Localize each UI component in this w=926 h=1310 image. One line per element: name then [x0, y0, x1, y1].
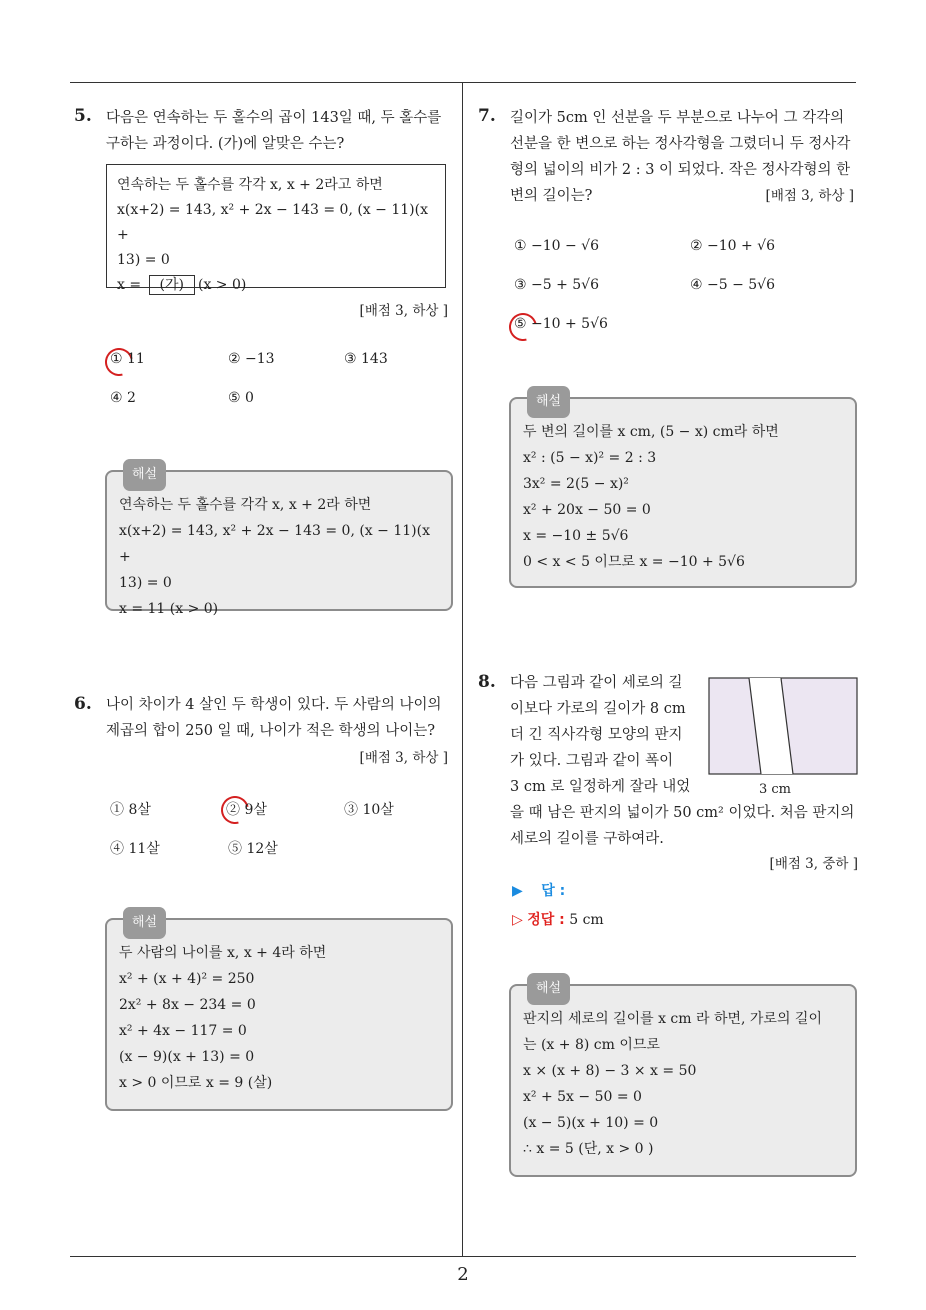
solution-line: x² + 20x − 50 = 0	[523, 502, 651, 518]
solution-line: (x − 5)(x + 10) = 0	[523, 1115, 659, 1131]
play-icon: ▶	[512, 883, 523, 899]
solution-line: ∴ x = 5 (단, x > 0 )	[523, 1141, 654, 1157]
q7-text: 길이가 5cm 인 선분을 두 부분으로 나누어 그 각각의 선분을 한 변으로 하는 정사각형을 그렸더니 두 정사각형의 넓이의 비가 2 : 3 이 되었다. 작은 정사각형의 한 변의 길이는?	[510, 110, 851, 204]
q7-choice-5[interactable]: ⑤ −10 + 5√6	[514, 316, 608, 332]
q6-solution-box	[105, 915, 453, 1111]
q8-text-line: 다음 그림과 같이 세로의 길	[510, 675, 683, 691]
q5-choice-4[interactable]: ④ 2	[110, 390, 136, 406]
q6-choice-2[interactable]: ② 9살	[226, 802, 267, 818]
solution-tag: 해설	[527, 386, 570, 418]
solution-line: x(x+2) = 143, x² + 2x − 143 = 0, (x − 11)(x +	[119, 523, 430, 565]
solution-tag: 해설	[123, 907, 166, 939]
q5-number: 5.	[74, 106, 92, 126]
q8-text-line: 3 cm 로 일정하게 잘라 내었	[510, 779, 691, 795]
q6-meta: [배점 3, 하상 ]	[359, 750, 448, 766]
outline-play-icon: ▷	[512, 912, 523, 928]
solution-line: x = 11 (x > 0)	[119, 601, 219, 617]
q5-solution-box	[105, 467, 453, 617]
q5-box-line: 13) = 0	[117, 252, 170, 268]
solution-tag: 해설	[527, 973, 570, 1005]
q7-choice-2[interactable]: ② −10 + √6	[690, 238, 776, 254]
q5-box-line: 연속하는 두 홀수를 각각 x, x + 2라고 하면	[117, 177, 383, 193]
q6-text: 나이 차이가 4 살인 두 학생이 있다. 두 사람의 나이의 제곱의 합이 250 일 때, 나이가 적은 학생의 나이는?	[106, 697, 442, 739]
solution-line: x² + 5x − 50 = 0	[523, 1089, 642, 1105]
solution-line: x² + (x + 4)² = 250	[119, 971, 255, 987]
solution-line: x > 0 이므로 x = 9 (살)	[119, 1075, 273, 1091]
q5-process-box	[106, 164, 446, 293]
solution-line: 두 변의 길이를 x cm, (5 − x) cm라 하면	[523, 424, 779, 440]
solution-line: 는 (x + 8) cm 이므로	[523, 1037, 660, 1053]
q8-number: 8.	[478, 672, 496, 692]
q6-number: 6.	[74, 694, 92, 714]
solution-line: x × (x + 8) − 3 × x = 50	[523, 1063, 697, 1079]
top-rule	[70, 82, 856, 83]
q7-number: 7.	[478, 106, 496, 126]
page-number: 2	[457, 1264, 469, 1285]
q6-choice-5[interactable]: ⑤ 12살	[228, 841, 278, 857]
q7-solution-box	[509, 394, 857, 588]
q8-correct-row	[512, 909, 604, 929]
q5-gap-box: (가)	[149, 275, 195, 295]
q5-meta: [배점 3, 하상 ]	[359, 303, 448, 319]
q8-text	[510, 670, 706, 800]
q8-meta: [배점 3, 중하 ]	[769, 856, 858, 872]
solution-tag: 해설	[123, 459, 166, 491]
q5-choice-3[interactable]: ③ 143	[344, 351, 388, 367]
solution-line: 판지의 세로의 길이를 x cm 라 하면, 가로의 길이	[523, 1011, 822, 1027]
q6-choice-4[interactable]: ④ 11살	[110, 841, 160, 857]
column-divider	[462, 82, 463, 1256]
solution-line: 2x² + 8x − 234 = 0	[119, 997, 256, 1013]
answer-label: 답 :	[541, 883, 566, 899]
q6-choice-1[interactable]: ① 8살	[110, 802, 151, 818]
correct-value: 5 cm	[569, 912, 604, 928]
q5-choice-2[interactable]: ② −13	[228, 351, 275, 367]
solution-line: x = −10 ± 5√6	[523, 528, 629, 544]
solution-line: x² : (5 − x)² = 2 : 3	[523, 450, 657, 466]
q8-text-rest: 을 때 남은 판지의 넓이가 50 cm² 이었다. 처음 판지의 세로의 길이를 구하여라.	[510, 805, 855, 847]
solution-line: 0 < x < 5 이므로 x = −10 + 5√6	[523, 554, 745, 570]
q5-choice-5[interactable]: ⑤ 0	[228, 390, 254, 406]
q7-choice-1[interactable]: ① −10 − √6	[514, 238, 600, 254]
solution-line: 연속하는 두 홀수를 각각 x, x + 2라 하면	[119, 497, 372, 513]
q8-answer-row	[512, 880, 565, 900]
q5-box-line: x = (가) (x > 0)	[117, 277, 247, 293]
q7-choice-4[interactable]: ④ −5 − 5√6	[690, 277, 776, 293]
solution-line: 13) = 0	[119, 575, 172, 591]
solution-line: 3x² = 2(5 − x)²	[523, 476, 629, 492]
q8-text-line: 이보다 가로의 길이가 8 cm	[510, 701, 686, 717]
q8-text-line: 가 있다. 그림과 같이 폭이	[510, 753, 674, 769]
q5-text: 다음은 연속하는 두 홀수의 곱이 143일 때, 두 홀수를 구하는 과정이다. (가)에 알맞은 수는?	[106, 110, 442, 152]
bottom-rule	[70, 1256, 856, 1257]
solution-line: x² + 4x − 117 = 0	[119, 1023, 247, 1039]
q5-box-line: x(x+2) = 143, x² + 2x − 143 = 0, (x − 11)(x +	[117, 202, 428, 243]
strip-width-label: 3 cm	[759, 782, 792, 797]
q5-choice-1[interactable]: ① 11	[110, 351, 145, 367]
solution-line: 두 사람의 나이를 x, x + 4라 하면	[119, 945, 327, 961]
q8-cardboard-figure	[708, 676, 858, 800]
q8-text-line: 더 긴 직사각형 모양의 판지	[510, 727, 683, 743]
q7-meta: [배점 3, 하상 ]	[765, 188, 854, 204]
q7-choice-3[interactable]: ③ −5 + 5√6	[514, 277, 600, 293]
solution-line: (x − 9)(x + 13) = 0	[119, 1049, 255, 1065]
q6-choice-3[interactable]: ③ 10살	[344, 802, 394, 818]
correct-label: 정답 :	[527, 912, 565, 928]
q8-solution-box	[509, 981, 857, 1177]
